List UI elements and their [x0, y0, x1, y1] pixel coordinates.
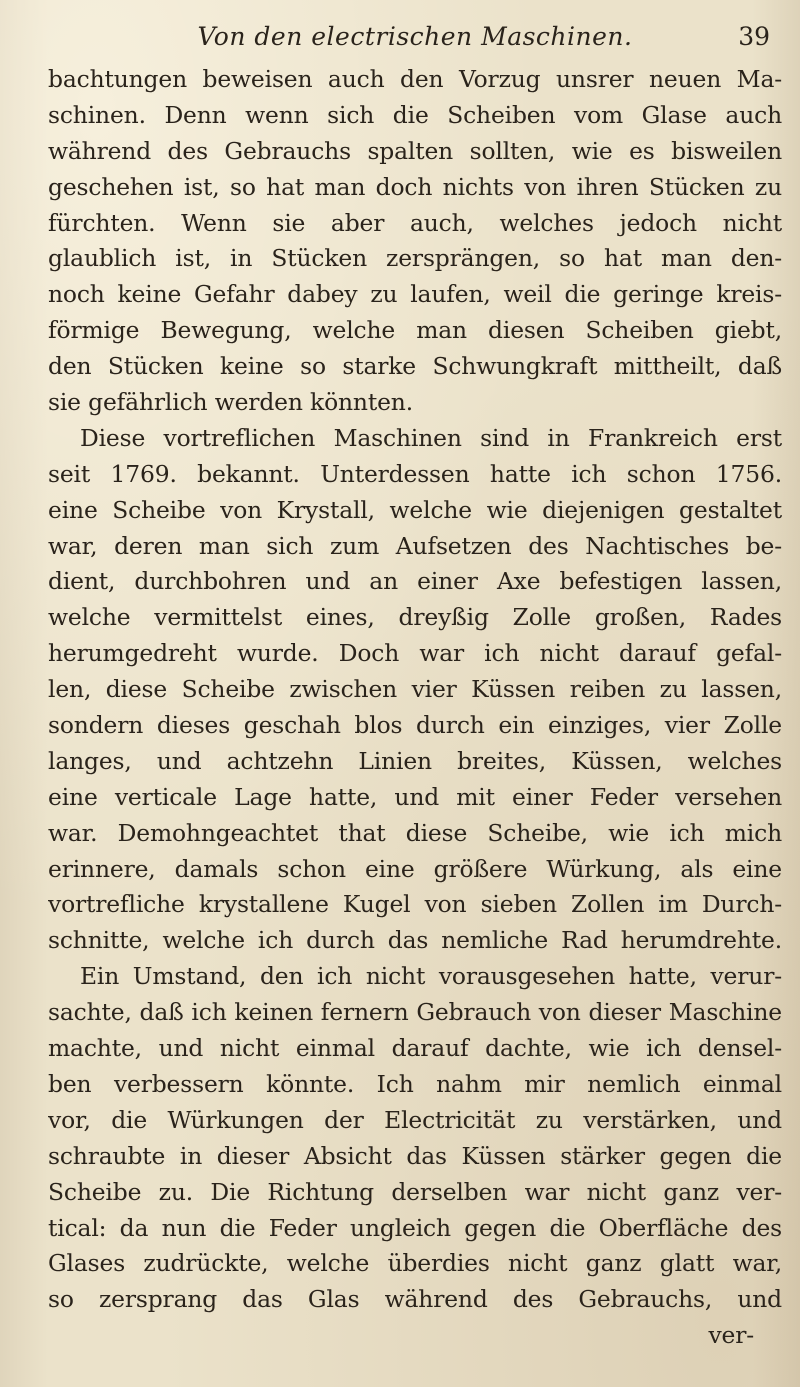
text-line: schraubte in dieser Absicht das Küssen stärker gegen die: [48, 1141, 782, 1170]
text-line: vor, die Würkungen der Electricität zu verstärken, und: [48, 1105, 782, 1134]
text-line: herumgedreht wurde. Doch war ich nicht darauf gefal-: [48, 639, 782, 668]
text-line: vortrefliche krystallene Kugel von sieben Zollen im Durch-: [48, 890, 782, 919]
text-line: Scheibe zu. Die Richtung derselben war nicht ganz ver-: [48, 1177, 782, 1206]
text-line: sachte, daß ich keinen fernern Gebrauch von dieser Maschine: [48, 998, 782, 1027]
text-line: geschehen ist, so hat man doch nichts von ihren Stücken zu: [48, 172, 782, 201]
text-line: seit 1769. bekannt. Unterdessen hatte ich schon 1756.: [48, 459, 782, 488]
running-head: [60, 14, 770, 54]
text-line: so zersprang das Glas während des Gebrauchs, und: [48, 1285, 782, 1314]
text-line: welche vermittelst eines, dreyßig Zolle großen, Rades: [48, 603, 782, 632]
text-line: langes, und achtzehn Linien breites, Küssen, welches: [48, 746, 782, 775]
text-line: tical: da nun die Feder ungleich gegen die Oberfläche des: [48, 1213, 782, 1242]
running-head-title: Von den electrischen Maschinen.: [197, 22, 633, 51]
text-line: noch keine Gefahr dabey zu laufen, weil die geringe kreis-: [48, 280, 782, 309]
text-line: fürchten. Wenn sie aber auch, welches jedoch nicht: [48, 208, 782, 237]
text-line: erinnere, damals schon eine größere Würkung, als eine: [48, 854, 782, 883]
text-line: Diese vortreflichen Maschinen sind in Frankreich erst: [80, 423, 782, 452]
text-line: schinen. Denn wenn sich die Scheiben vom Glase auch: [48, 100, 782, 129]
text-line: schnitte, welche ich durch das nemliche Rad herumdrehte.: [48, 926, 782, 955]
text-line: förmige Bewegung, welche man diesen Scheiben giebt,: [48, 316, 782, 345]
text-line: war. Demohngeachtet that diese Scheibe, wie ich mich: [48, 818, 782, 847]
text-line: den Stücken keine so starke Schwungkraft mittheilt, daß: [48, 352, 782, 381]
text-line: glaublich ist, in Stücken zersprängen, so hat man den-: [48, 244, 782, 273]
text-line: Glases zudrückte, welche überdies nicht ganz glatt war,: [48, 1249, 782, 1278]
text-line: eine verticale Lage hatte, und mit einer Feder versehen: [48, 782, 782, 811]
text-line: ver-: [708, 1321, 754, 1350]
text-line: ben verbessern könnte. Ich nahm mir nemlich einmal: [48, 1069, 782, 1098]
text-line: dient, durchbohren und an einer Axe befestigen lassen,: [48, 567, 782, 596]
text-line: sondern dieses geschah blos durch ein einziges, vier Zolle: [48, 711, 782, 740]
text-line: bachtungen beweisen auch den Vorzug unsrer neuen Ma-: [48, 65, 782, 93]
text-line: war, deren man sich zum Aufsetzen des Nachtisches be-: [48, 531, 782, 560]
text-line: machte, und nicht einmal darauf dachte, wie ich densel-: [48, 1034, 782, 1063]
text-line: während des Gebrauchs spalten sollten, wie es bisweilen: [48, 136, 782, 165]
text-line: sie gefährlich werden könnten.: [48, 388, 413, 417]
text-line: eine Scheibe von Krystall, welche wie diejenigen gestaltet: [48, 495, 782, 524]
text-line: len, diese Scheibe zwischen vier Küssen reiben zu lassen,: [48, 675, 782, 704]
page-number: 39: [738, 22, 770, 51]
text-line: Ein Umstand, den ich nicht vorausgesehen hatte, verur-: [80, 962, 782, 991]
body-text: [48, 62, 782, 1354]
